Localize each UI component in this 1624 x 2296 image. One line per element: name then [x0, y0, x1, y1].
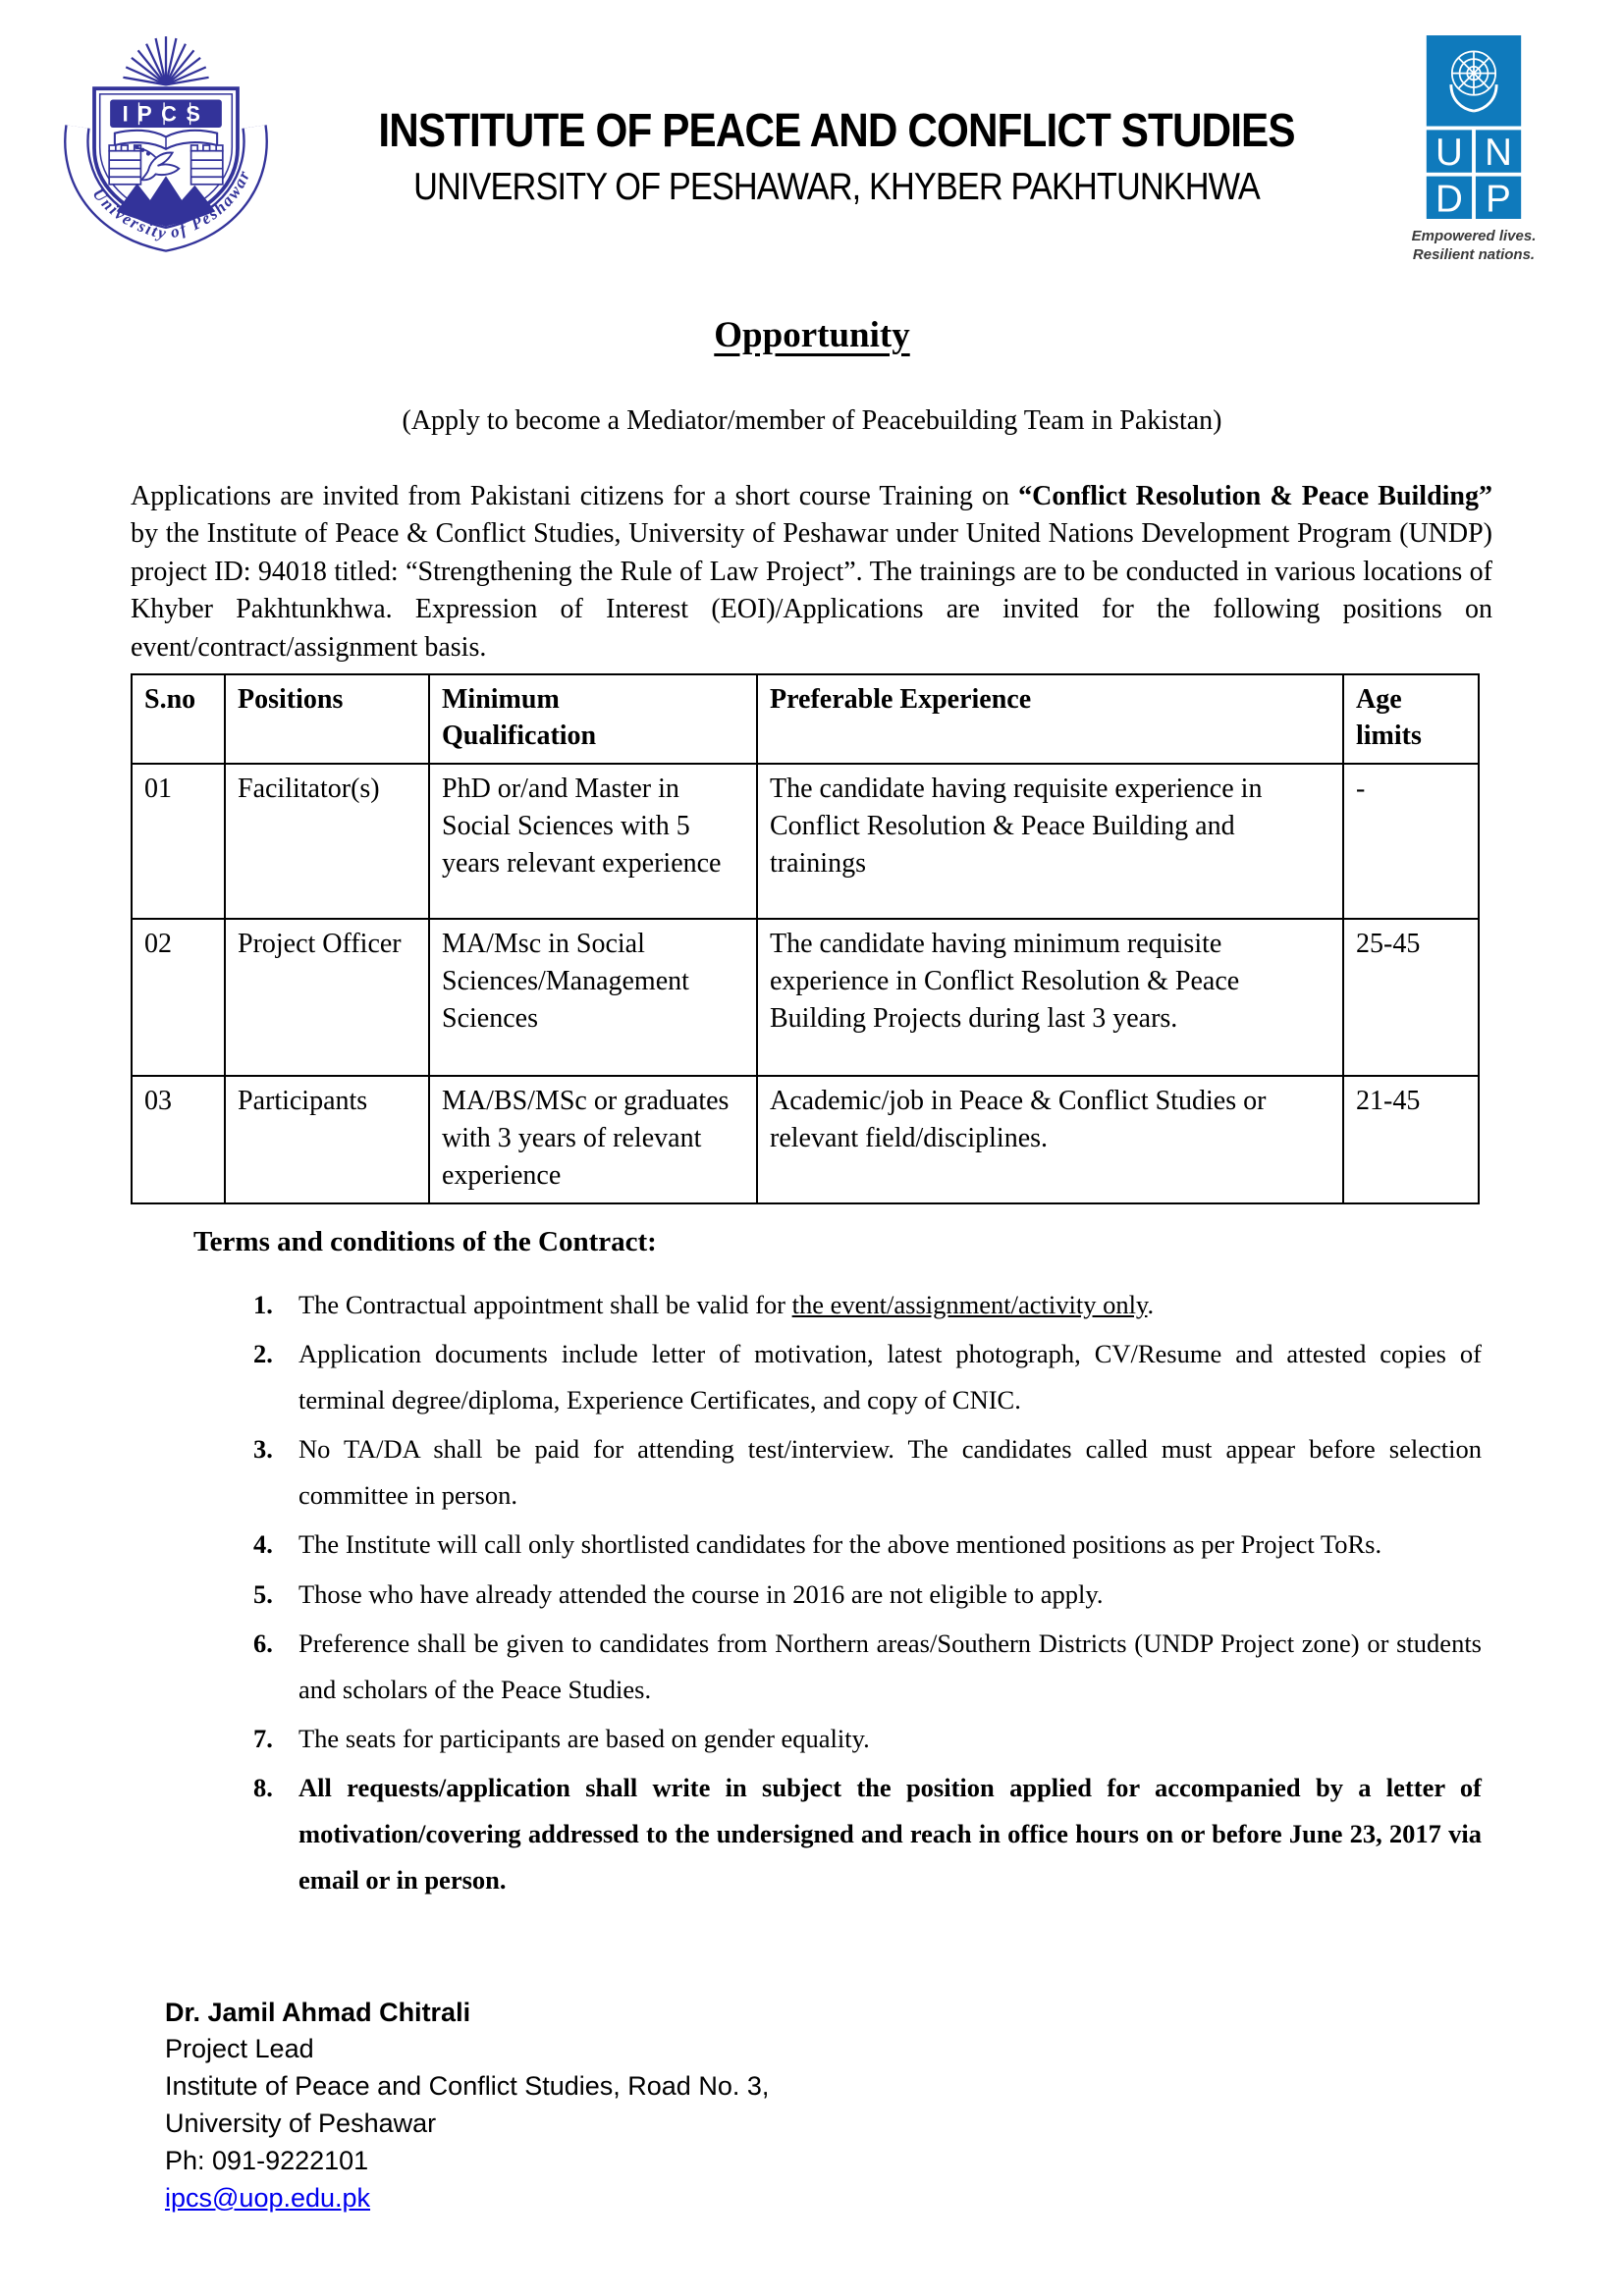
list-item	[253, 1572, 1482, 1618]
terms-list	[253, 1282, 1482, 1904]
list-item	[253, 1765, 1482, 1903]
item-text: Application documents include letter of motivation, latest photograph, CV/Resume and attested copies of terminal degree/diploma, Experience Certificates, and copy of CNIC.	[298, 1338, 1482, 1415]
contact-address-line1: Institute of Peace and Conflict Studies, Road No. 3,	[165, 2071, 770, 2102]
header-qualification: Minimum Qualification	[429, 674, 757, 765]
undp-letter-d: D	[1435, 178, 1463, 219]
header-titles	[273, 104, 1400, 209]
table-header-row	[132, 674, 1479, 765]
apply-subtitle: (Apply to become a Mediator/member of Peacebuilding Team in Pakistan)	[402, 404, 1222, 436]
header-positions: Positions	[225, 674, 429, 765]
contact-phone: Ph: 091-9222101	[165, 2145, 369, 2175]
undp-letter-u: U	[1435, 132, 1463, 175]
cell-qualification: PhD or/and Master in Social Sciences with 5 years relevant experience	[429, 764, 757, 919]
intro-part1: Applications are invited from Pakistani citizens for a short course Training on	[131, 480, 1019, 511]
positions-table	[131, 673, 1480, 1204]
cell-position: Facilitator(s)	[225, 764, 429, 919]
cell-position: Participants	[225, 1076, 429, 1202]
item-text: All requests/application shall write in subject the position applied for accompanied by a letter of motivation/covering addressed to the undersigned and reach in office hours on or before June 23, 2017 via email or in person.	[298, 1773, 1482, 1896]
header-experience: Preferable Experience	[757, 674, 1343, 765]
item-text-post: .	[1147, 1289, 1155, 1319]
item-text-pre: The Contractual appointment shall be valid for	[298, 1289, 792, 1319]
undp-logo-icon	[1422, 35, 1526, 219]
cell-age: -	[1343, 764, 1479, 919]
contact-title: Project Lead	[165, 2034, 314, 2064]
list-item	[253, 1426, 1482, 1519]
sun-rays-icon	[123, 36, 208, 84]
item-text: The seats for participants are based on gender equality.	[298, 1724, 870, 1754]
cell-sno: 01	[132, 764, 225, 919]
item-text: Those who have already attended the course in 2016 are not eligible to apply.	[298, 1578, 1104, 1609]
document-header	[0, 0, 1624, 265]
item-number: 7.	[253, 1724, 273, 1754]
cell-sno: 02	[132, 919, 225, 1076]
list-item	[253, 1621, 1482, 1713]
item-number: 1.	[253, 1289, 273, 1319]
item-number: 5.	[253, 1578, 273, 1609]
list-item	[253, 1331, 1482, 1423]
contact-block	[165, 1995, 1624, 2217]
ipcs-acronym: IPCS	[122, 101, 210, 127]
ipcs-banner-text: University of Peshawar	[88, 166, 254, 243]
undp-logo	[1400, 35, 1547, 265]
intro-part3: by the Institute of Peace & Conflict Studies, University of Peshawar under United Nations Development Program (UNDP) project ID: 94018 titled: “Strengthening the Rule of Law Project”. The trainings are to be conducted in various locations of Khyber Pakhtunkhwa. Expression of Interest (EOI)/Applications are invited for the following positions on event/contract/assignment basis.	[131, 518, 1492, 663]
cell-age: 25-45	[1343, 919, 1479, 1076]
cell-sno: 03	[132, 1076, 225, 1202]
item-number: 3.	[253, 1434, 273, 1465]
table-row	[132, 919, 1479, 1076]
contact-name: Dr. Jamil Ahmad Chitrali	[165, 1997, 471, 2027]
undp-tagline	[1412, 228, 1537, 265]
cell-age: 21-45	[1343, 1076, 1479, 1202]
item-text	[298, 1282, 1482, 1328]
cell-experience: The candidate having requisite experience in Conflict Resolution & Peace Building and trainings	[757, 764, 1343, 919]
item-number: 6.	[253, 1628, 273, 1658]
cell-qualification: MA/BS/MSc or graduates with 3 years of relevant experience	[429, 1076, 757, 1202]
item-text: No TA/DA shall be paid for attending test/interview. The candidates called must appear before selection committee in person.	[298, 1434, 1482, 1511]
header-sno: S.no	[132, 674, 225, 765]
page-title: Opportunity	[714, 314, 910, 355]
item-number: 2.	[253, 1338, 273, 1368]
header-age-limits: Age limits	[1343, 674, 1479, 765]
ipcs-university-crest-icon	[59, 27, 273, 263]
institute-title: INSTITUTE OF PEACE AND CONFLICT STUDIES	[378, 105, 1295, 157]
item-number: 4.	[253, 1529, 273, 1560]
university-subtitle: UNIVERSITY OF PESHAWAR, KHYBER PAKHTUNKHWA	[413, 166, 1260, 208]
intro-bold-course-title: “Conflict Resolution & Peace Building”	[1018, 480, 1492, 511]
cell-position: Project Officer	[225, 919, 429, 1076]
table-row	[132, 764, 1479, 919]
email-link[interactable]: ipcs@uop.edu.pk	[165, 2182, 371, 2213]
cell-experience: The candidate having minimum requisite experience in Conflict Resolution & Peace Building Projects during last 3 years.	[757, 919, 1343, 1076]
contact-address-line2: University of Peshawar	[165, 2109, 437, 2139]
list-item	[253, 1716, 1482, 1762]
table-row	[132, 1076, 1479, 1202]
undp-tagline-line1: Empowered lives.	[1411, 228, 1537, 244]
terms-heading: Terms and conditions of the Contract:	[193, 1225, 657, 1257]
undp-letter-p: P	[1486, 178, 1511, 219]
intro-paragraph	[131, 478, 1492, 667]
item-text: The Institute will call only shortlisted candidates for the above mentioned positions as per Project ToRs.	[298, 1529, 1382, 1560]
cell-qualification: MA/Msc in Social Sciences/Management Sciences	[429, 919, 757, 1076]
item-text: Preference shall be given to candidates from Northern areas/Southern Districts (UNDP Project zone) or students and scholars of the Peace Studies.	[298, 1628, 1482, 1704]
item-text-underlined: the event/assignment/activity only	[791, 1289, 1148, 1319]
item-number: 8.	[253, 1773, 273, 1803]
undp-letter-n: N	[1485, 132, 1512, 175]
cell-experience: Academic/job in Peace & Conflict Studies or relevant field/disciplines.	[757, 1076, 1343, 1202]
undp-tagline-line2: Resilient nations.	[1412, 245, 1536, 263]
list-item	[253, 1282, 1482, 1328]
list-item	[253, 1522, 1482, 1568]
